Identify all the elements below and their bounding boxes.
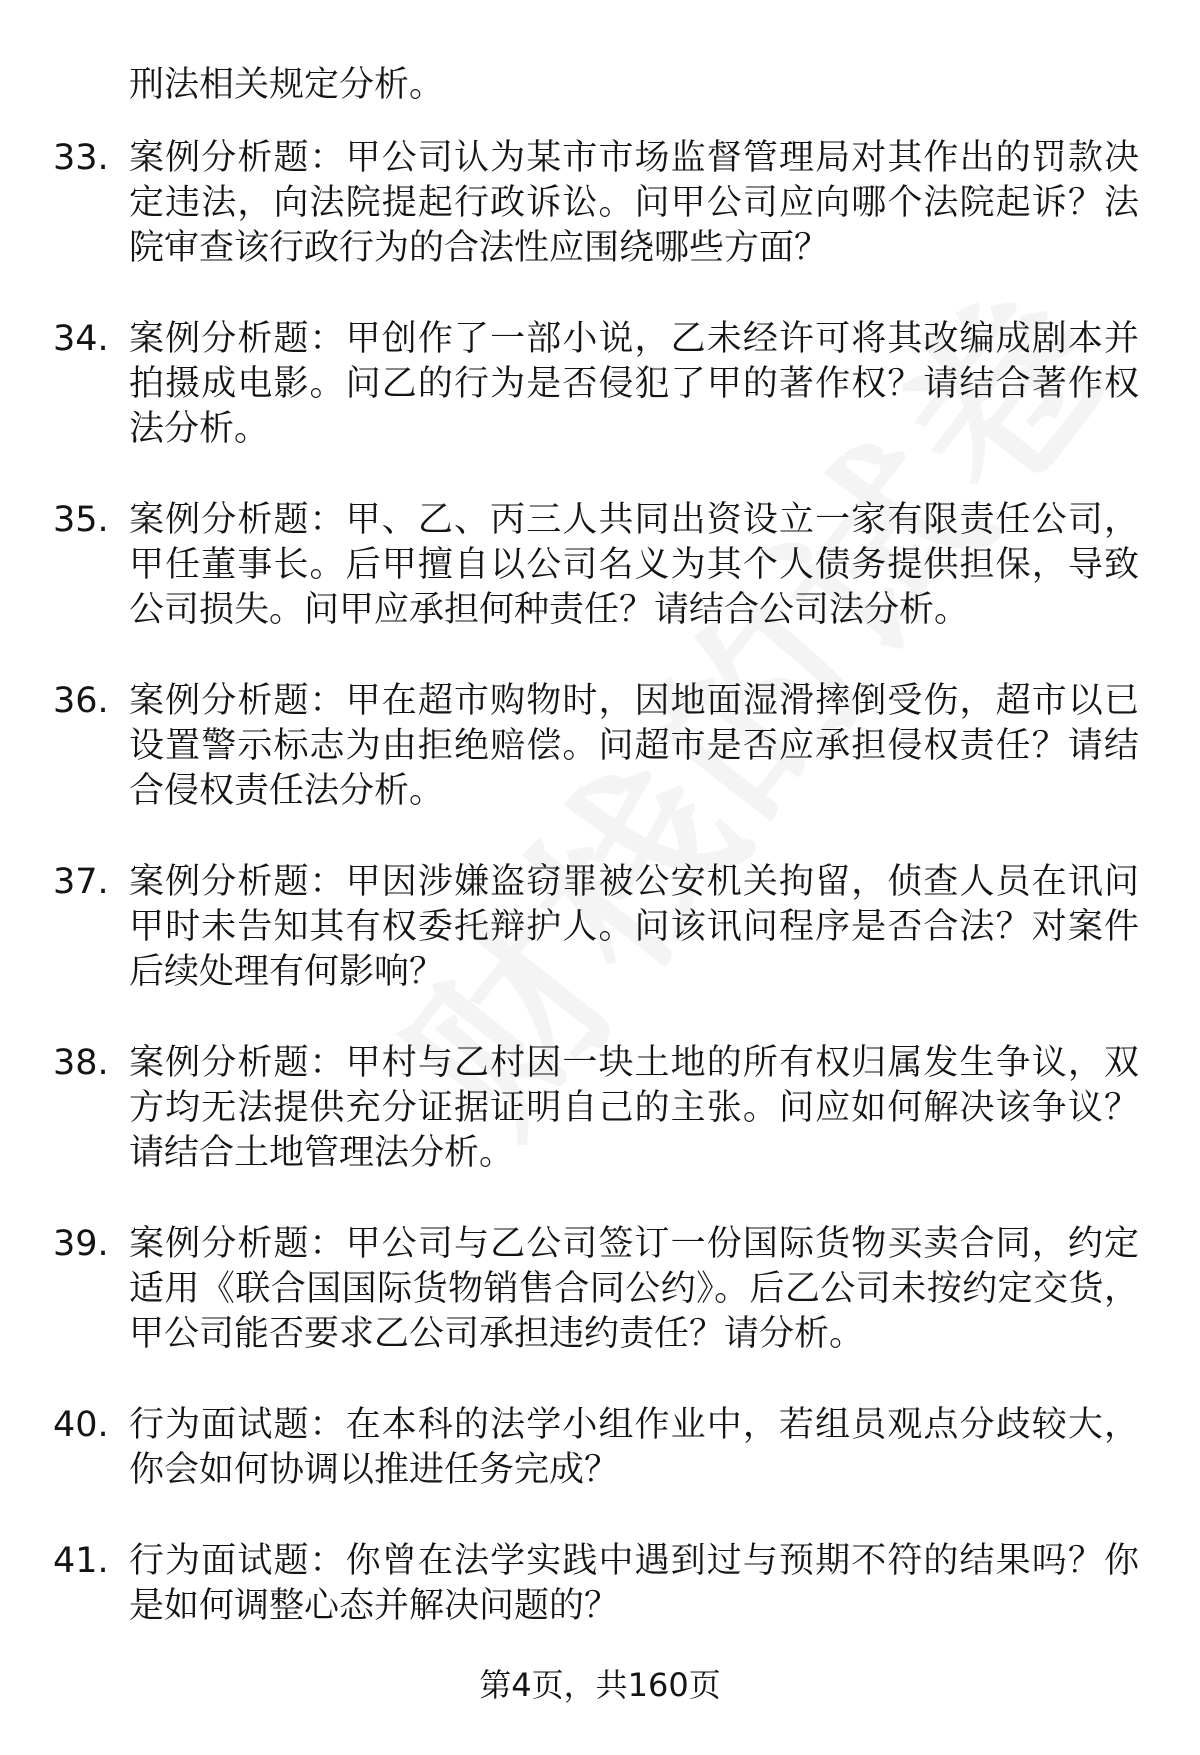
question-text: 案例分析题：甲公司与乙公司签订一份国际货物买卖合同，约定适用《联合国国际货物销售合同公约》。后乙公司未按约定交货，甲公司能否要求乙公司承担违约责任？请分析。	[129, 1224, 1139, 1354]
question-number: 34.	[53, 319, 109, 359]
question-text: 案例分析题：甲公司认为某市市场监督管理局对其作出的罚款决定违法，向法院提起行政诉讼。问甲公司应向哪个法院起诉？法院审查该行政行为的合法性应围绕哪些方面？	[129, 138, 1139, 268]
page-footer: 第4页，共160页	[479, 1666, 721, 1704]
question-text: 案例分析题：甲村与乙村因一块土地的所有权归属发生争议，双方均无法提供充分证据证明自己的主张。问应如何解决该争议？请结合土地管理法分析。	[129, 1043, 1139, 1173]
question-text: 案例分析题：甲因涉嫌盗窃罪被公安机关拘留，侦查人员在讯问甲时未告知其有权委托辩护人。问该讯问程序是否合法？对案件后续处理有何影响？	[129, 862, 1139, 992]
question-number: 36.	[53, 681, 109, 721]
question-text: 案例分析题：甲创作了一部小说，乙未经许可将其改编成剧本并拍摄成电影。问乙的行为是否侵犯了甲的著作权？请结合著作权法分析。	[129, 319, 1139, 449]
question-item-35	[0, 498, 1200, 649]
question-item-37	[0, 860, 1200, 1011]
question-item-40	[0, 1403, 1200, 1509]
question-number: 39.	[53, 1224, 109, 1264]
question-number: 35.	[53, 500, 109, 540]
question-number: 38.	[53, 1043, 109, 1083]
question-text: 案例分析题：甲、乙、丙三人共同出资设立一家有限责任公司，甲任董事长。后甲擅自以公司名义为其个人债务提供担保，导致公司损失。问甲应承担何种责任？请结合公司法分析。	[129, 500, 1139, 630]
question-number: 41.	[53, 1541, 109, 1581]
question-item-39	[0, 1222, 1200, 1373]
question-number: 33.	[53, 138, 109, 178]
question-list	[0, 136, 1200, 1675]
question-item-36	[0, 679, 1200, 830]
continuation-text: 刑法相关规定分析。	[129, 65, 445, 105]
question-item-34	[0, 317, 1200, 468]
question-text: 案例分析题：甲在超市购物时，因地面湿滑摔倒受伤，超市以已设置警示标志为由拒绝赔偿。问超市是否应承担侵权责任？请结合侵权责任法分析。	[129, 681, 1139, 811]
question-item-33	[0, 136, 1200, 287]
question-item-38	[0, 1041, 1200, 1192]
question-text: 行为面试题：你曾在法学实践中遇到过与预期不符的结果吗？你是如何调整心态并解决问题的？	[129, 1541, 1139, 1626]
question-number: 40.	[53, 1405, 109, 1445]
question-number: 37.	[53, 862, 109, 902]
question-text: 行为面试题：在本科的法学小组作业中，若组员观点分歧较大，你会如何协调以推进任务完成？	[129, 1405, 1139, 1490]
question-item-41	[0, 1539, 1200, 1645]
